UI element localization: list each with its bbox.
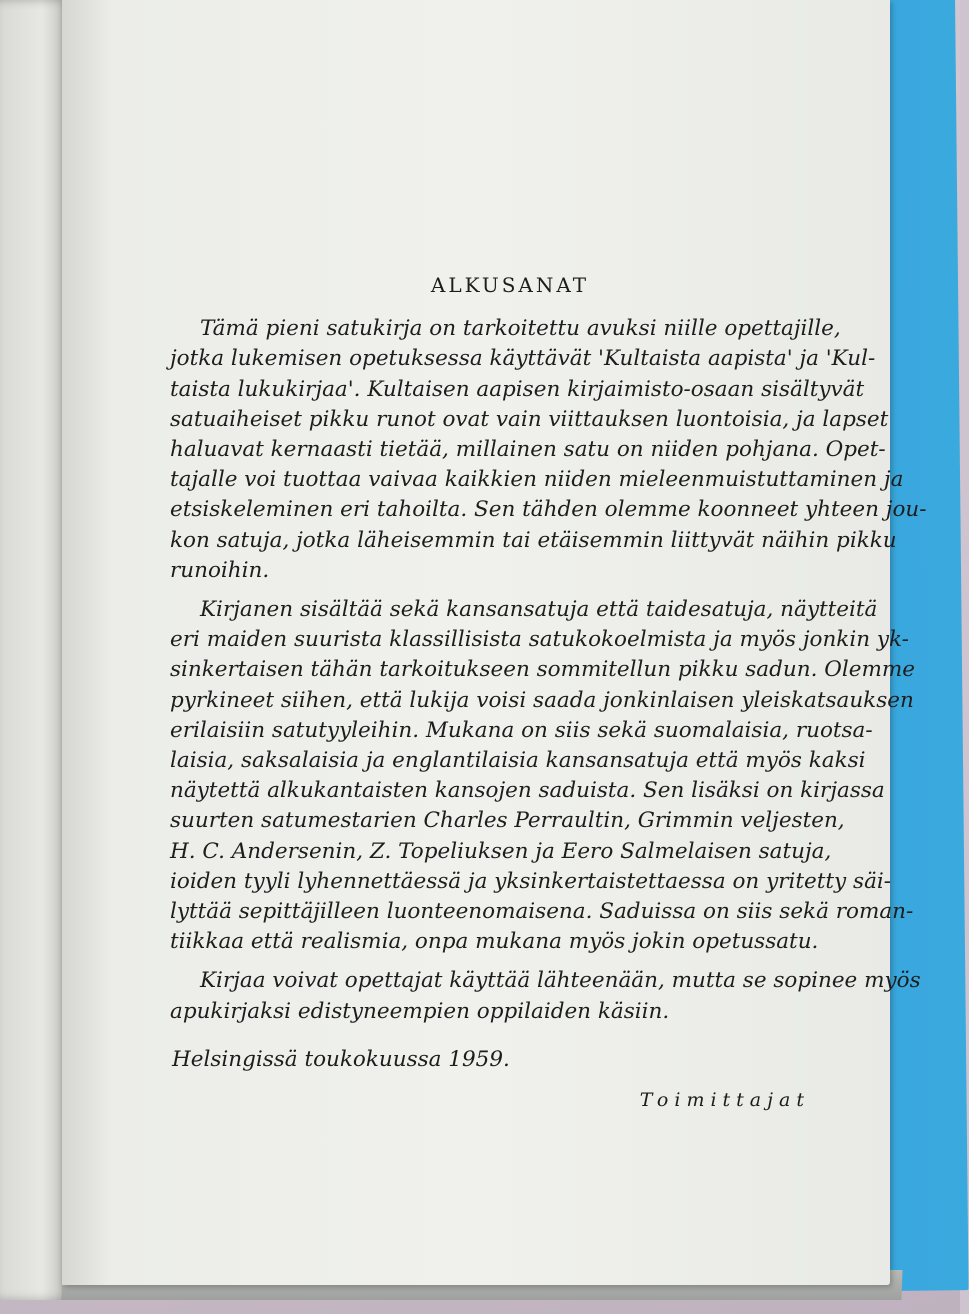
text-line: tiikkaa että realismia, onpa mukana myös jokin opetussatu. bbox=[170, 929, 819, 955]
text-line: tajalle voi tuottaa vaivaa kaikkien niiden mieleenmuistuttaminen ja bbox=[170, 467, 904, 493]
text-line: pyrkineet siihen, että lukija voisi saada jonkinlaisen yleiskatsauksen bbox=[170, 687, 914, 713]
text-line: sinkertaisen tähän tarkoitukseen sommitellun pikku sadun. Olemme bbox=[170, 657, 915, 683]
preface-text bbox=[170, 270, 927, 1115]
text-line: ioiden tyyli lyhennettäessä ja yksinkertaistettaessa on yritetty säi- bbox=[170, 868, 892, 894]
signature: Toimittajat bbox=[639, 1089, 810, 1112]
text-line: Tämä pieni satukirja on tarkoitettu avuksi niille opettajille, bbox=[200, 316, 841, 342]
text-line: kon satuja, jotka läheisemmin tai etäisemmin liittyvät näihin pikku bbox=[170, 527, 897, 553]
text-line: taista lukukirjaa'. Kultaisen aapisen kirjaimisto-osaan sisältyvät bbox=[170, 376, 865, 402]
page-title: ALKUSANAT bbox=[430, 273, 590, 297]
text-line: näytettä alkukantaisten kansojen saduista. Sen lisäksi on kirjassa bbox=[170, 778, 885, 804]
text-line: eri maiden suurista klassillisista satukokoelmista ja myös jonkin yk- bbox=[170, 627, 909, 653]
paragraph-3 bbox=[170, 966, 921, 1026]
text-line: runoihin. bbox=[170, 557, 270, 583]
text-line: etsiskeleminen eri tahoilta. Sen tähden olemme koonneet yhteen jou- bbox=[170, 497, 927, 523]
text-line: haluavat kernaasti tietää, millainen satu on niiden pohjana. Opet- bbox=[170, 437, 886, 463]
paragraph-1 bbox=[170, 314, 927, 586]
text-line: erilaisiin satutyyleihin. Mukana on siis sekä suomalaisia, ruotsa- bbox=[170, 717, 873, 743]
text-line: jotka lukemisen opetuksessa käyttävät 'Kultaista aapista' ja 'Kul- bbox=[170, 346, 876, 372]
text-line: laisia, saksalaisia ja englantilaisia kansansatuja että myös kaksi bbox=[170, 748, 866, 774]
text-line: apukirjaksi edistyneempien oppilaiden käsiin. bbox=[170, 998, 670, 1024]
text-line: suurten satumestarien Charles Perraultin, Grimmin veljesten, bbox=[170, 808, 845, 834]
text-line: lyttää sepittäjilleen luonteenomaisena. Saduissa on siis sekä roman- bbox=[170, 899, 914, 925]
text-line: satuaiheiset pikku runot ovat vain viittauksen luontoisia, ja lapset bbox=[170, 406, 889, 432]
paragraph-2 bbox=[170, 595, 915, 957]
text-line: Kirjanen sisältää sekä kansansatuja että taidesatuja, näytteitä bbox=[200, 597, 878, 623]
place-date: Helsingissä toukokuussa 1959. bbox=[172, 1046, 510, 1072]
text-line: Kirjaa voivat opettajat käyttää lähteenään, mutta se sopinee myös bbox=[200, 968, 921, 994]
text-line: H. C. Andersenin, Z. Topeliuksen ja Eero Salmelaisen satuja, bbox=[170, 838, 832, 864]
left-page-edge bbox=[0, 0, 70, 1300]
